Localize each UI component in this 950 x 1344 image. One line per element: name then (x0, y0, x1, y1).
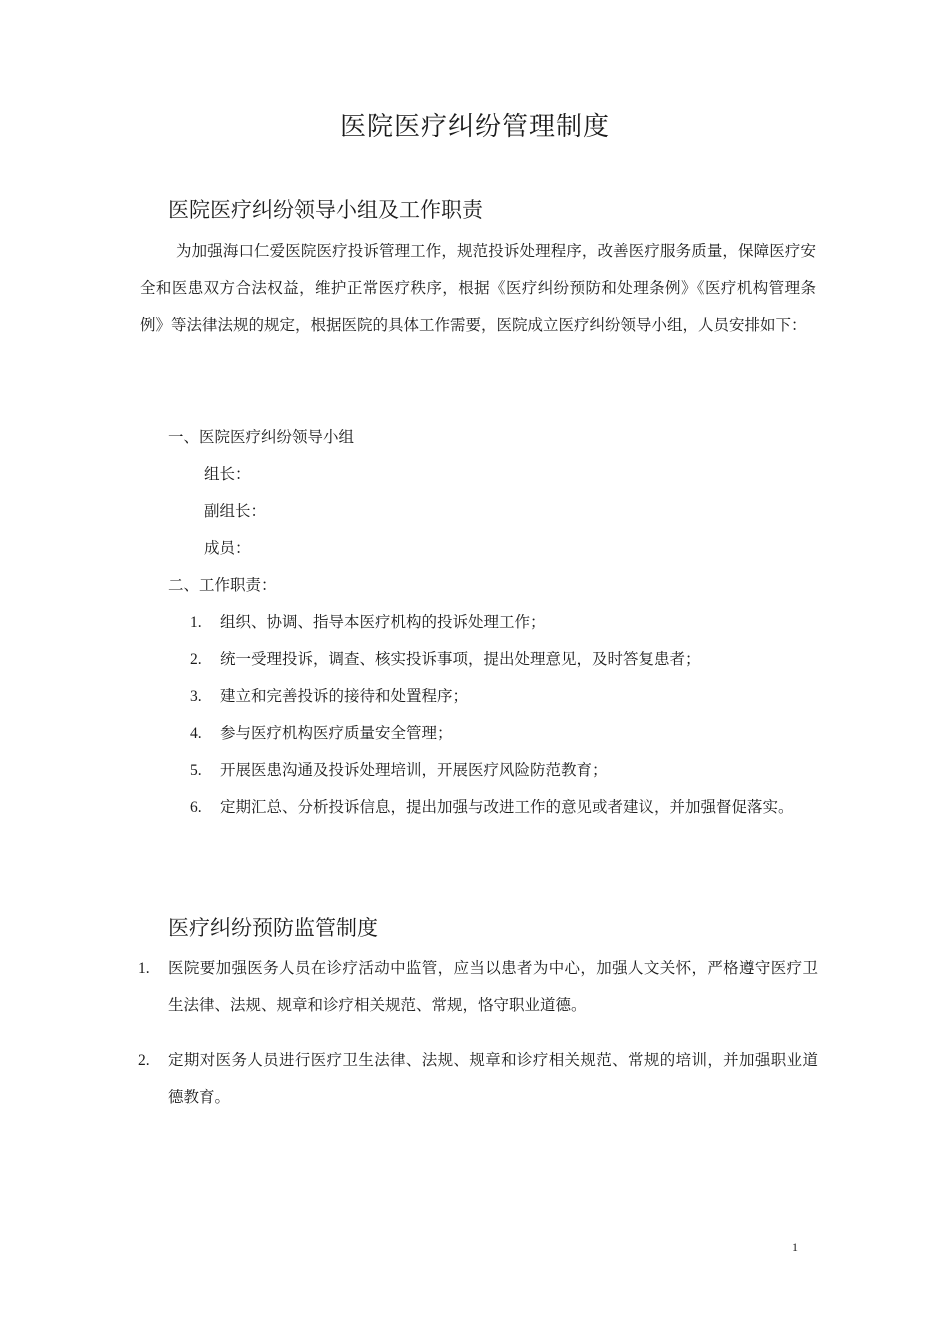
duty-number: 2. (190, 651, 202, 668)
duty-number: 3. (190, 688, 202, 705)
section1-heading: 医院医疗纠纷领导小组及工作职责 (168, 198, 483, 222)
regulation-number: 2. (138, 1052, 150, 1069)
regulation-item (138, 950, 818, 1024)
duty-text: 开展医患沟通及投诉处理培训，开展医疗风险防范教育； (220, 761, 608, 779)
duty-item (190, 641, 820, 678)
members-label: 成员： (204, 539, 251, 557)
duty-number: 1. (190, 614, 202, 631)
duty-text: 统一受理投诉，调查、核实投诉事项，提出处理意见，及时答复患者； (220, 650, 701, 668)
duty-number: 4. (190, 725, 202, 742)
duty-text: 组织、协调、指导本医疗机构的投诉处理工作； (220, 613, 546, 631)
duties-heading: 二、工作职责： (168, 576, 277, 594)
duty-number: 5. (190, 762, 202, 779)
section1-intro: 为加强海口仁爱医院医疗投诉管理工作，规范投诉处理程序，改善医疗服务质量，保障医疗安全和医患双方合法权益，维护正常医疗秩序，根据《医疗纠纷预防和处理条例》《医疗机构管理条例》等法律法规的规定，根据医院的具体工作需要，医院成立医疗纠纷领导小组，人员安排如下： (140, 242, 816, 334)
duty-text: 建立和完善投诉的接待和处置程序； (220, 687, 469, 705)
leader-label: 组长： (204, 465, 251, 483)
duty-item (190, 604, 820, 641)
duty-number: 6. (190, 799, 202, 816)
regulation-text: 医院要加强医务人员在诊疗活动中监管，应当以患者为中心，加强人文关怀，严格遵守医疗卫生法律、法规、规章和诊疗相关规范、常规，恪守职业道德。 (168, 959, 818, 1014)
duty-text: 参与医疗机构医疗质量安全管理； (220, 724, 453, 742)
group-heading: 一、医院医疗纠纷领导小组 (168, 428, 355, 446)
duty-item (190, 715, 820, 752)
document-title: 医院医疗纠纷管理制度 (339, 112, 610, 142)
duty-text: 定期汇总、分析投诉信息，提出加强与改进工作的意见或者建议，并加强督促落实。 (220, 798, 794, 816)
regulation-item (138, 1042, 818, 1116)
vice-leader-label: 副组长： (204, 502, 267, 520)
duty-item (190, 678, 820, 715)
section2-heading: 医疗纠纷预防监管制度 (168, 916, 378, 940)
regulation-number: 1. (138, 960, 150, 977)
duty-item (190, 752, 820, 789)
regulation-text: 定期对医务人员进行医疗卫生法律、法规、规章和诊疗相关规范、常规的培训，并加强职业道德教育。 (168, 1051, 818, 1106)
page-number: 1 (792, 1240, 798, 1254)
duty-item (190, 789, 820, 826)
